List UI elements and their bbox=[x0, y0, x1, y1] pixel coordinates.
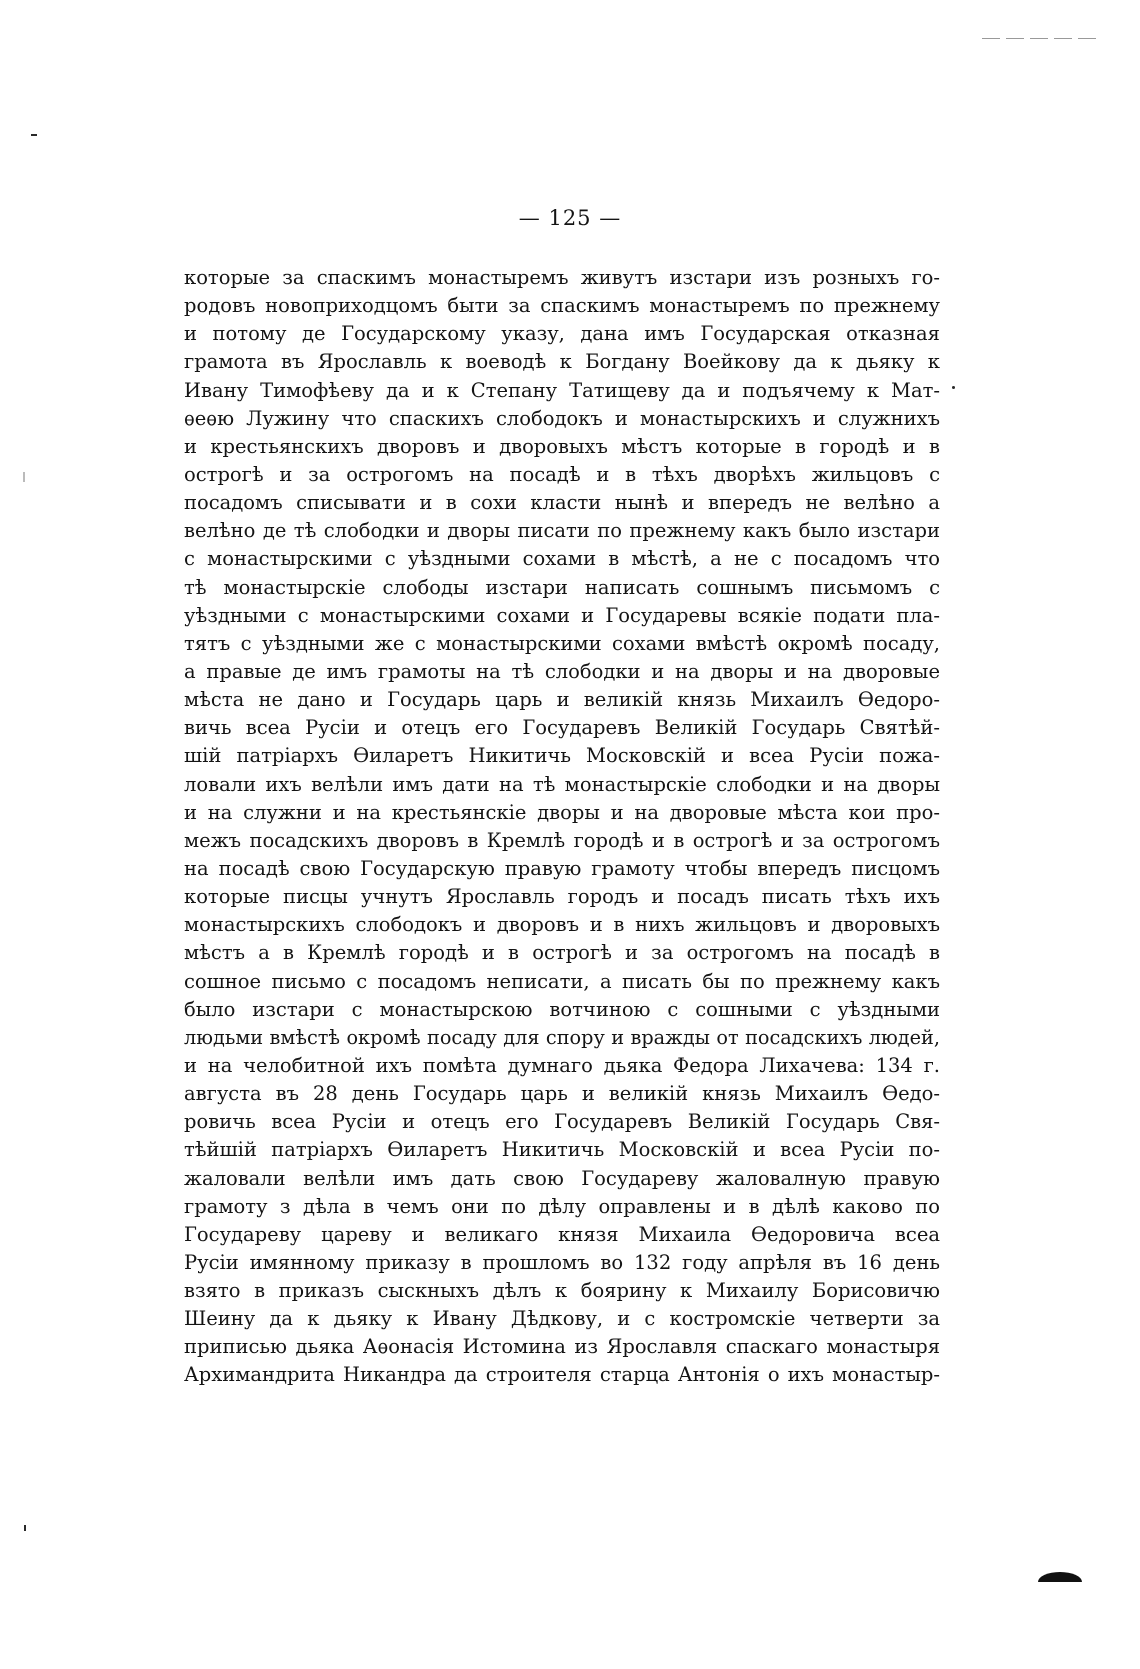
text-line: Ивану Тимофѣеву да и к Степану Татищеву да и подъячему к Мат- bbox=[184, 378, 940, 402]
text-line: вичь всеа Русіи и отецъ его Государевъ Великій Государь Святѣй- bbox=[184, 716, 940, 740]
scan-artifact-left-1 bbox=[31, 134, 37, 136]
text-line: и крестьянскихъ дворовъ и дворовыхъ мѣстъ которые в городѣ и в bbox=[184, 434, 940, 458]
text-line: мѣста не дано и Государь царь и великій князь Михаилъ Ѳедоро- bbox=[184, 688, 940, 712]
scan-artifact-left-3 bbox=[24, 1525, 26, 1531]
text-line: ровичь всеа Русіи и отецъ его Государевъ Великій Государь Свя- bbox=[184, 1110, 940, 1134]
text-line: приписью дьяка Аѳонасія Истомина из Ярославля спаскаго монастыря bbox=[184, 1335, 940, 1359]
text-line: жаловали велѣли имъ дать свою Государеву жаловалную правую bbox=[184, 1166, 940, 1190]
text-line: на посадѣ свою Государскую правую грамоту чтобы впередъ писцомъ bbox=[184, 856, 940, 880]
scan-artifact-dot bbox=[952, 386, 955, 389]
text-line: августа въ 28 день Государь царь и великій князь Михаилъ Ѳедо- bbox=[184, 1082, 940, 1106]
text-line: а правые де имъ грамоты на тѣ слободки и на дворы и на дворовые bbox=[184, 659, 940, 683]
text-line: ѳеѳю Лужину что спаскихъ слободокъ и монастырскихъ и служнихъ bbox=[184, 406, 940, 430]
text-line: с монастырскими с уѣздными сохами в мѣстѣ, а не с посадомъ что bbox=[184, 547, 940, 571]
body-text bbox=[184, 264, 940, 1390]
text-line: Русіи имянному приказу в прошломъ во 132 году апрѣля въ 16 день bbox=[184, 1250, 940, 1274]
text-line: уѣздными с монастырскими сохами и Государевы всякіе подати пла- bbox=[184, 603, 940, 627]
text-line: взято в приказъ сыскныхъ дѣлъ к боярину к Михаилу Борисовичю bbox=[184, 1279, 940, 1303]
text-line: Государеву цареву и великаго князя Михаила Ѳедоровича всеа bbox=[184, 1222, 940, 1246]
text-line: тѣйшій патріархъ Ѳиларетъ Никитичь Московскій и всеа Русіи по- bbox=[184, 1138, 940, 1162]
text-line: и потому де Государскому указу, дана имъ Государская отказная bbox=[184, 322, 940, 346]
text-line: которые писцы учнутъ Ярославль городъ и посадъ писать тѣхъ ихъ bbox=[184, 885, 940, 909]
scan-artifact-top-right bbox=[982, 38, 1102, 39]
text-line: которые за спаскимъ монастыремъ живутъ изстари изъ розныхъ го- bbox=[184, 266, 940, 289]
text-line: велѣно де тѣ слободки и дворы писати по прежнему какъ было изстари bbox=[184, 519, 940, 543]
text-line: и на служни и на крестьянскіе дворы и на дворовые мѣста кои про- bbox=[184, 800, 940, 824]
scan-artifact-bottom-right bbox=[1038, 1572, 1082, 1582]
page-number: — 125 — bbox=[518, 206, 622, 230]
text-line: посадомъ списывати и в сохи класти нынѣ и впередъ не велѣно а bbox=[184, 491, 940, 515]
text-line: тятъ с уѣздными же с монастырскими сохами вмѣстѣ окромѣ посаду, bbox=[184, 631, 940, 655]
text-line: сошное письмо с посадомъ неписати, а писать бы по прежнему какъ bbox=[184, 969, 940, 993]
text-line: ловали ихъ велѣли имъ дати на тѣ монастырскіе слободки и на дворы bbox=[184, 772, 940, 796]
text-line: грамота въ Ярославль к воеводѣ к Богдану Воейкову да к дьяку к bbox=[184, 350, 940, 374]
text-line: тѣ монастырскіе слободы изстари написать сошнымъ письмомъ с bbox=[184, 575, 940, 599]
scan-artifact-left-2 bbox=[23, 472, 25, 482]
text-line: межъ посадскихъ дворовъ в Кремлѣ городѣ и в острогѣ и за острогомъ bbox=[184, 828, 940, 852]
text-line: и на челобитной ихъ помѣта думнаго дьяка Федора Лихачева: 134 г. bbox=[184, 1053, 940, 1077]
text-line: Шеину да к дьяку к Ивану Дѣдкову, и с костромскіе четверти за bbox=[184, 1307, 940, 1331]
text-line: людьми вмѣстѣ окромѣ посаду для спору и вражды от посадскихъ людей, bbox=[184, 1025, 940, 1049]
text-line: было изстари с монастырскою вотчиною с сошными с уѣздными bbox=[184, 997, 940, 1021]
text-line: Архимандрита Никандра да строителя старца Антонія о ихъ монастыр- bbox=[184, 1363, 940, 1387]
text-line: острогѣ и за острогомъ на посадѣ и в тѣхъ дворѣхъ жильцовъ с bbox=[184, 462, 940, 486]
text-line: грамоту з дѣла в чемъ они по дѣлу оправлены и в дѣлѣ каково по bbox=[184, 1194, 940, 1218]
text-line: родовъ новоприходцомъ быти за спаскимъ монастыремъ по прежнему bbox=[184, 294, 940, 318]
text-line: шій патріархъ Ѳиларетъ Никитичь Московскій и всеа Русіи пожа- bbox=[184, 744, 940, 768]
text-line: мѣстъ а в Кремлѣ городѣ и в острогѣ и за острогомъ на посадѣ в bbox=[184, 941, 940, 965]
text-line: монастырскихъ слободокъ и дворовъ и в нихъ жильцовъ и дворовыхъ bbox=[184, 913, 940, 937]
